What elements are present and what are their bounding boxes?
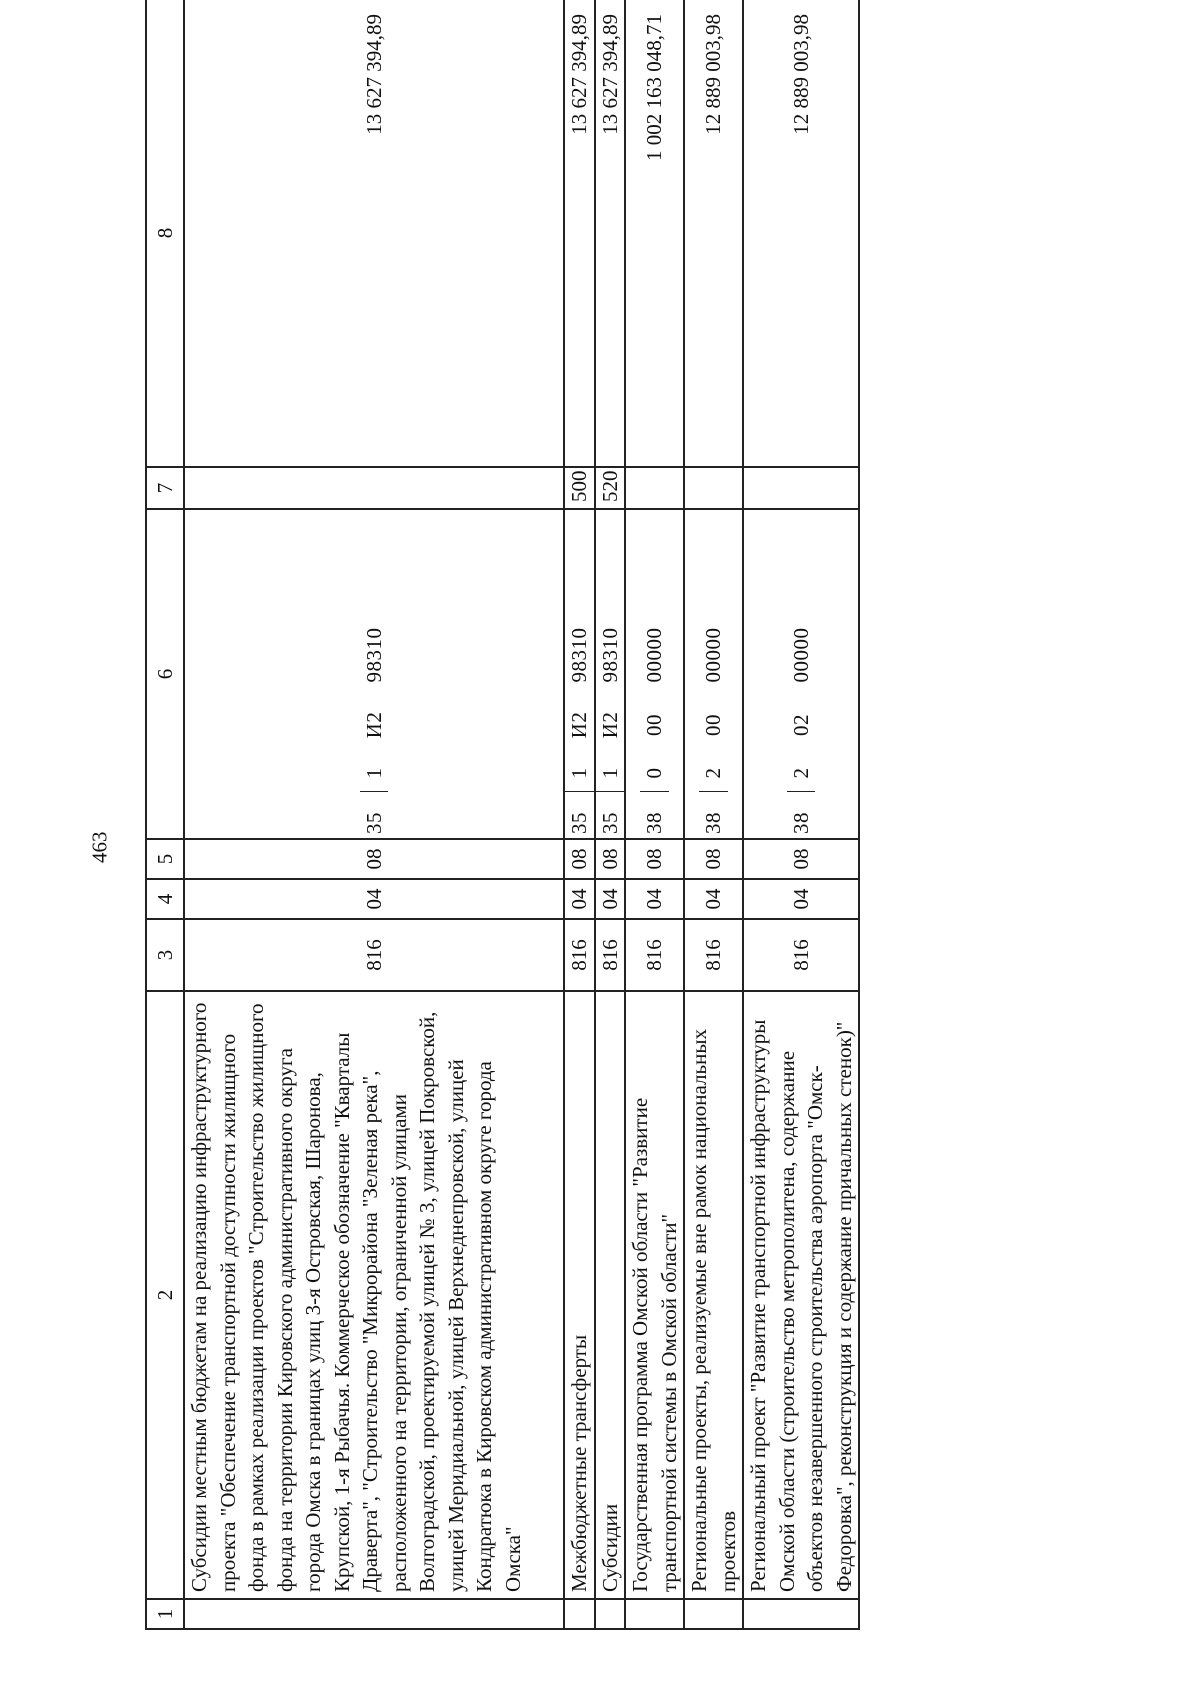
col4-cell: 04 xyxy=(743,879,859,919)
table-row xyxy=(564,0,595,1629)
row-name: Субсидии xyxy=(595,991,626,1599)
col5-cell: 08 xyxy=(743,839,859,879)
col7-cell xyxy=(743,467,859,509)
header-cell: 7 xyxy=(146,467,184,509)
target-code-cell: 3820000000 xyxy=(684,509,743,839)
col7-cell xyxy=(625,467,684,509)
target-code-cell: 351И298310 xyxy=(595,509,626,839)
col7-cell: 520 xyxy=(595,467,626,509)
col3-cell: 816 xyxy=(184,919,564,991)
budget-table-rotated xyxy=(145,0,1045,1630)
budget-table xyxy=(145,0,860,1630)
col5-cell: 08 xyxy=(625,839,684,879)
target-code-cell: 3820200000 xyxy=(743,509,859,839)
header-cell: 4 xyxy=(146,879,184,919)
col5-cell: 08 xyxy=(595,839,626,879)
table-row xyxy=(595,0,626,1629)
col4-cell: 04 xyxy=(564,879,595,919)
page-number: 463 xyxy=(87,831,112,863)
col5-cell: 08 xyxy=(684,839,743,879)
col3-cell: 816 xyxy=(684,919,743,991)
header-cell: 1 xyxy=(146,1599,184,1629)
col7-cell: 500 xyxy=(564,467,595,509)
target-code-cell: 351И298310 xyxy=(184,509,564,839)
header-cell: 2 xyxy=(146,991,184,1599)
amount-cell: 13 627 394,89 xyxy=(184,0,564,467)
table-header-row xyxy=(146,0,184,1629)
row-name: Межбюджетные трансферты xyxy=(564,991,595,1599)
row-name: Региональный проект "Развитие транспортной инфраструктуры Омской области (строительство метрополитена, содержание объектов незавершенного строительства аэропорта "Омск-Федоровка", реконструкция и содержание причальных стенок)" xyxy=(743,991,859,1599)
col3-cell: 816 xyxy=(743,919,859,991)
header-cell: 6 xyxy=(146,509,184,839)
row-name: Государственная программа Омской области "Развитие транспортной системы в Омской области" xyxy=(625,991,684,1599)
row-name: Региональные проекты, реализуемые вне рамок национальных проектов xyxy=(684,991,743,1599)
col4-cell: 04 xyxy=(625,879,684,919)
table-row xyxy=(684,0,743,1629)
header-cell: 5 xyxy=(146,839,184,879)
col4-cell: 04 xyxy=(684,879,743,919)
header-cell: 8 xyxy=(146,0,184,467)
amount-cell: 12 889 003,98 xyxy=(743,0,859,467)
col3-cell: 816 xyxy=(595,919,626,991)
col3-cell: 816 xyxy=(625,919,684,991)
target-code-cell: 3800000000 xyxy=(625,509,684,839)
row-name: Субсидии местным бюджетам на реализацию инфраструктурного проекта "Обеспечение транспортной доступности жилищного фонда в рамках реализации проектов "Строительство жилищного фонда на территории Кировского административного округа города Омска в границах улиц 3-я Островская, Шаронова, Крупской, 1-я Рыбачья. Коммерческое обозначение "Кварталы Драверта", "Строительство "Микрорайона "Зеленая река", расположенного на территории, ограниченной улицами Волгоградской, проектируемой улицей № 3, улицей Покровской, улицей Меридиальной, улицей Верхнеднепровской, улицей Кондратюка в Кировском административном округе города Омска" xyxy=(184,991,564,1599)
amount-cell: 1 002 163 048,71 xyxy=(625,0,684,467)
amount-cell: 13 627 394,89 xyxy=(595,0,626,467)
col3-cell: 816 xyxy=(564,919,595,991)
col4-cell: 04 xyxy=(595,879,626,919)
table-row xyxy=(625,0,684,1629)
amount-cell: 12 889 003,98 xyxy=(684,0,743,467)
table-row xyxy=(184,0,564,1629)
col7-cell xyxy=(184,467,564,509)
amount-cell: 13 627 394,89 xyxy=(564,0,595,467)
col5-cell: 08 xyxy=(564,839,595,879)
col4-cell: 04 xyxy=(184,879,564,919)
header-cell: 3 xyxy=(146,919,184,991)
col5-cell: 08 xyxy=(184,839,564,879)
table-row xyxy=(743,0,859,1629)
target-code-cell: 351И298310 xyxy=(564,509,595,839)
col7-cell xyxy=(684,467,743,509)
